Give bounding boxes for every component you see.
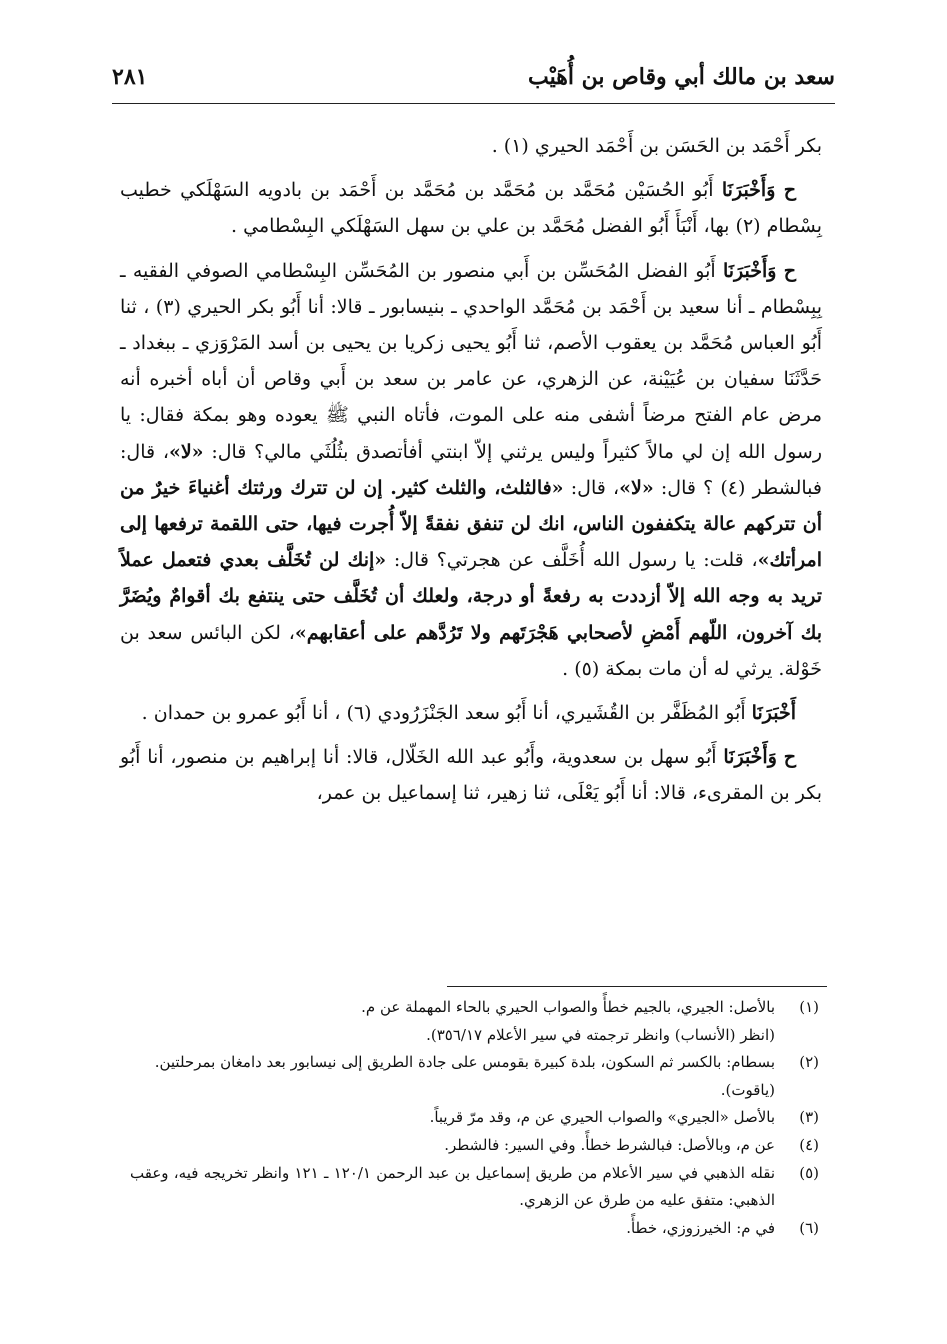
footnote-5 bbox=[130, 1160, 819, 1215]
footnote-body bbox=[130, 1160, 775, 1215]
footnotes bbox=[130, 994, 819, 1242]
header-rule bbox=[112, 103, 835, 104]
footnote-body bbox=[130, 1104, 775, 1132]
footnote-4 bbox=[130, 1132, 819, 1160]
paragraph-1 bbox=[120, 128, 822, 164]
footnote-1 bbox=[130, 994, 819, 1049]
paragraph-text: أَبُو سهل بن سعدوية، وأَبُو عبد الله الخَلّال، قالا: أنا إبراهيم بن منصور، أنا أَبُو بكر بن المقرىء، قالا: أنا أَبُو يَعْلَى، ثنا زهير، ثنا إسماعيل بن عمر، bbox=[120, 746, 822, 805]
transmission-lead: وَأَخْبَرَنَا bbox=[723, 746, 777, 769]
transmission-lead: وَأَخْبَرَنَا bbox=[721, 179, 776, 202]
footnote-number: (٢) bbox=[799, 1053, 819, 1072]
page-header bbox=[112, 62, 835, 102]
paragraph-text: ، قلت: يا رسول الله أُخَلَّف عن هجرتي؟ قال: bbox=[393, 549, 758, 572]
paragraph-5 bbox=[120, 739, 822, 811]
hadith-marker: ح bbox=[783, 746, 796, 769]
footnote-line: في م: الخيرزوزي، خطأً. bbox=[626, 1218, 775, 1237]
prophet-quote: «إنك لن تُخَلَّف بعدي فتعمل عملاً تريد به وجه الله إلاّ أزددت به رفعةً أو درجة، ولعلك أن تُخَلَّف حتى ينتفع بك أقوامٌ ويُضَرَّ بك آخرون، اللّهم أَمْضِ لأصحابي هَجْرَتَهم ولا تَرُدَّهم على أعقابهم» bbox=[120, 549, 822, 644]
footnote-line: بالأصل: الجيري، بالجيم خطأً والصواب الحيري بالحاء المهملة عن م. bbox=[361, 998, 775, 1016]
page-number: ٢٨١ bbox=[112, 64, 148, 90]
transmission-lead: أَخْبَرَنَا bbox=[751, 702, 796, 725]
hadith-marker: ح bbox=[783, 179, 797, 202]
transmission-lead: وَأَخْبَرَنَا bbox=[722, 259, 777, 282]
paragraph-text: أَبُو الفضل المُحَسِّن بن أَبي منصور بن المُحَسِّن البِسْطامي الصوفي الفقيه ـ بِبِسْطام ـ أنا سعيد بن أَحْمَد بن مُحَمَّد الواحدي ـ بنيسابور ـ قالا: أنا أَبُو بكر الحيري (٣) ، ثنا أَبُو العباس مُحَمَّد بن يعقوب الأصم، ثنا أَبُو يحيى زكريا بن يحيى بن أسد المَرْوَزي ـ ببغداد ـ حَدَّثَنَا سفيان بن عُيَيْنة، عن الزهري، عن عامر بن سعد بن أَبي وقاص أن أباه أخبره أنه مرض عام الفتح مرضاً أشفى منه على الموت، فأتاه النبي ﷺ يعوده وهو بمكة فقال: يا رسول الله إن لي مالاً كثيراً وليس يرثني إلاّ ابنتي أفأتصدق بثُلُثَي مالي؟ قال: bbox=[120, 259, 823, 463]
footnote-rule bbox=[447, 986, 827, 987]
footnote-line: (ياقوت). bbox=[720, 1080, 775, 1099]
paragraph-2 bbox=[120, 172, 822, 244]
paragraph-4 bbox=[120, 695, 822, 731]
footnote-body bbox=[130, 994, 775, 1049]
footnote-3 bbox=[130, 1104, 819, 1132]
footnote-number: (٣) bbox=[799, 1108, 819, 1127]
paragraph-text: بكر أَحْمَد بن الحَسَن بن أَحْمَد الحيري (١) . bbox=[491, 135, 822, 157]
paragraph-text: أَبُو المُظَفَّر بن القُشَيري، أنا أَبُو سعد الجَنْزَرُودي (٦) ، أنا أَبُو عمرو بن حمدان . bbox=[141, 702, 746, 725]
footnote-number: (٦) bbox=[799, 1218, 819, 1237]
footnote-number: (٥) bbox=[799, 1163, 819, 1182]
paragraph-text: ، قال: bbox=[570, 476, 620, 499]
footnote-line: بالأصل «الجيري» والصواب الحيري عن م، وقد مرّ قريباً. bbox=[429, 1108, 775, 1127]
hadith-marker: ح bbox=[783, 259, 796, 282]
main-text bbox=[120, 128, 822, 820]
footnote-line: نقله الذهبي في سير الأعلام من طريق إسماعيل بن عبد الرحمن ١٢٠/١ ـ ١٢١ وانظر تخريجه فيه، وعقب الذهبي: متفق عليه من طرق عن الزهري. bbox=[130, 1163, 775, 1210]
prophet-quote: «لا» bbox=[168, 440, 204, 463]
footnote-number: (٤) bbox=[799, 1135, 819, 1154]
footnote-body bbox=[130, 1049, 775, 1104]
paragraph-3 bbox=[120, 253, 822, 687]
prophet-quote: «فالثلث، والثلث كثير. إن لن تترك ورثتك أغنياءَ خيرٌ من أن تتركهم عالة يتكففون الناس، انك لن تنفق نفقةً إلاّ أُجرت فيها، حتى اللقمة ترفعها إلى امرأتك» bbox=[120, 476, 822, 572]
prophet-quote: «لا» bbox=[619, 476, 654, 499]
footnote-line: بسطام: بالكسر ثم السكون، بلدة كبيرة بقومس على جادة الطريق إلى نيسابور بعد دامغان بمرحلتين. bbox=[154, 1053, 775, 1072]
footnote-body bbox=[130, 1132, 775, 1160]
running-title: سعد بن مالك أبي وقاص بن أُهَيْب bbox=[528, 64, 835, 90]
footnote-line: عن م، وبالأصل: فبالشرط خطأً. وفي السير: فالشطر. bbox=[444, 1135, 775, 1154]
footnote-body bbox=[130, 1215, 775, 1243]
footnote-line: (انظر (الأنساب) وانظر ترجمته في سير الأعلام ٣٥٦/١٧). bbox=[426, 1025, 775, 1044]
paragraph-text: ، قال: فبالشطر (٤) ؟ قال: bbox=[120, 440, 822, 499]
footnote-number: (١) bbox=[799, 998, 819, 1016]
footnote-2 bbox=[130, 1049, 819, 1104]
paragraph-text: أَبُو الحُسَيْن مُحَمَّد بن مُحَمَّد بن مُحَمَّد بن أَحْمَد بن بادويه السَهْلَكي خطيب بِسْطام (٢) بها، أَنْبَأَ أَبُو الفضل مُحَمَّد بن علي بن سهل السَهْلَكي البِسْطامي . bbox=[120, 179, 822, 238]
paragraph-text: ، لكن البائس سعد بن خَوْلة. يرثي له أن مات بمكة (٥) . bbox=[120, 621, 822, 680]
footnote-6 bbox=[130, 1215, 819, 1243]
